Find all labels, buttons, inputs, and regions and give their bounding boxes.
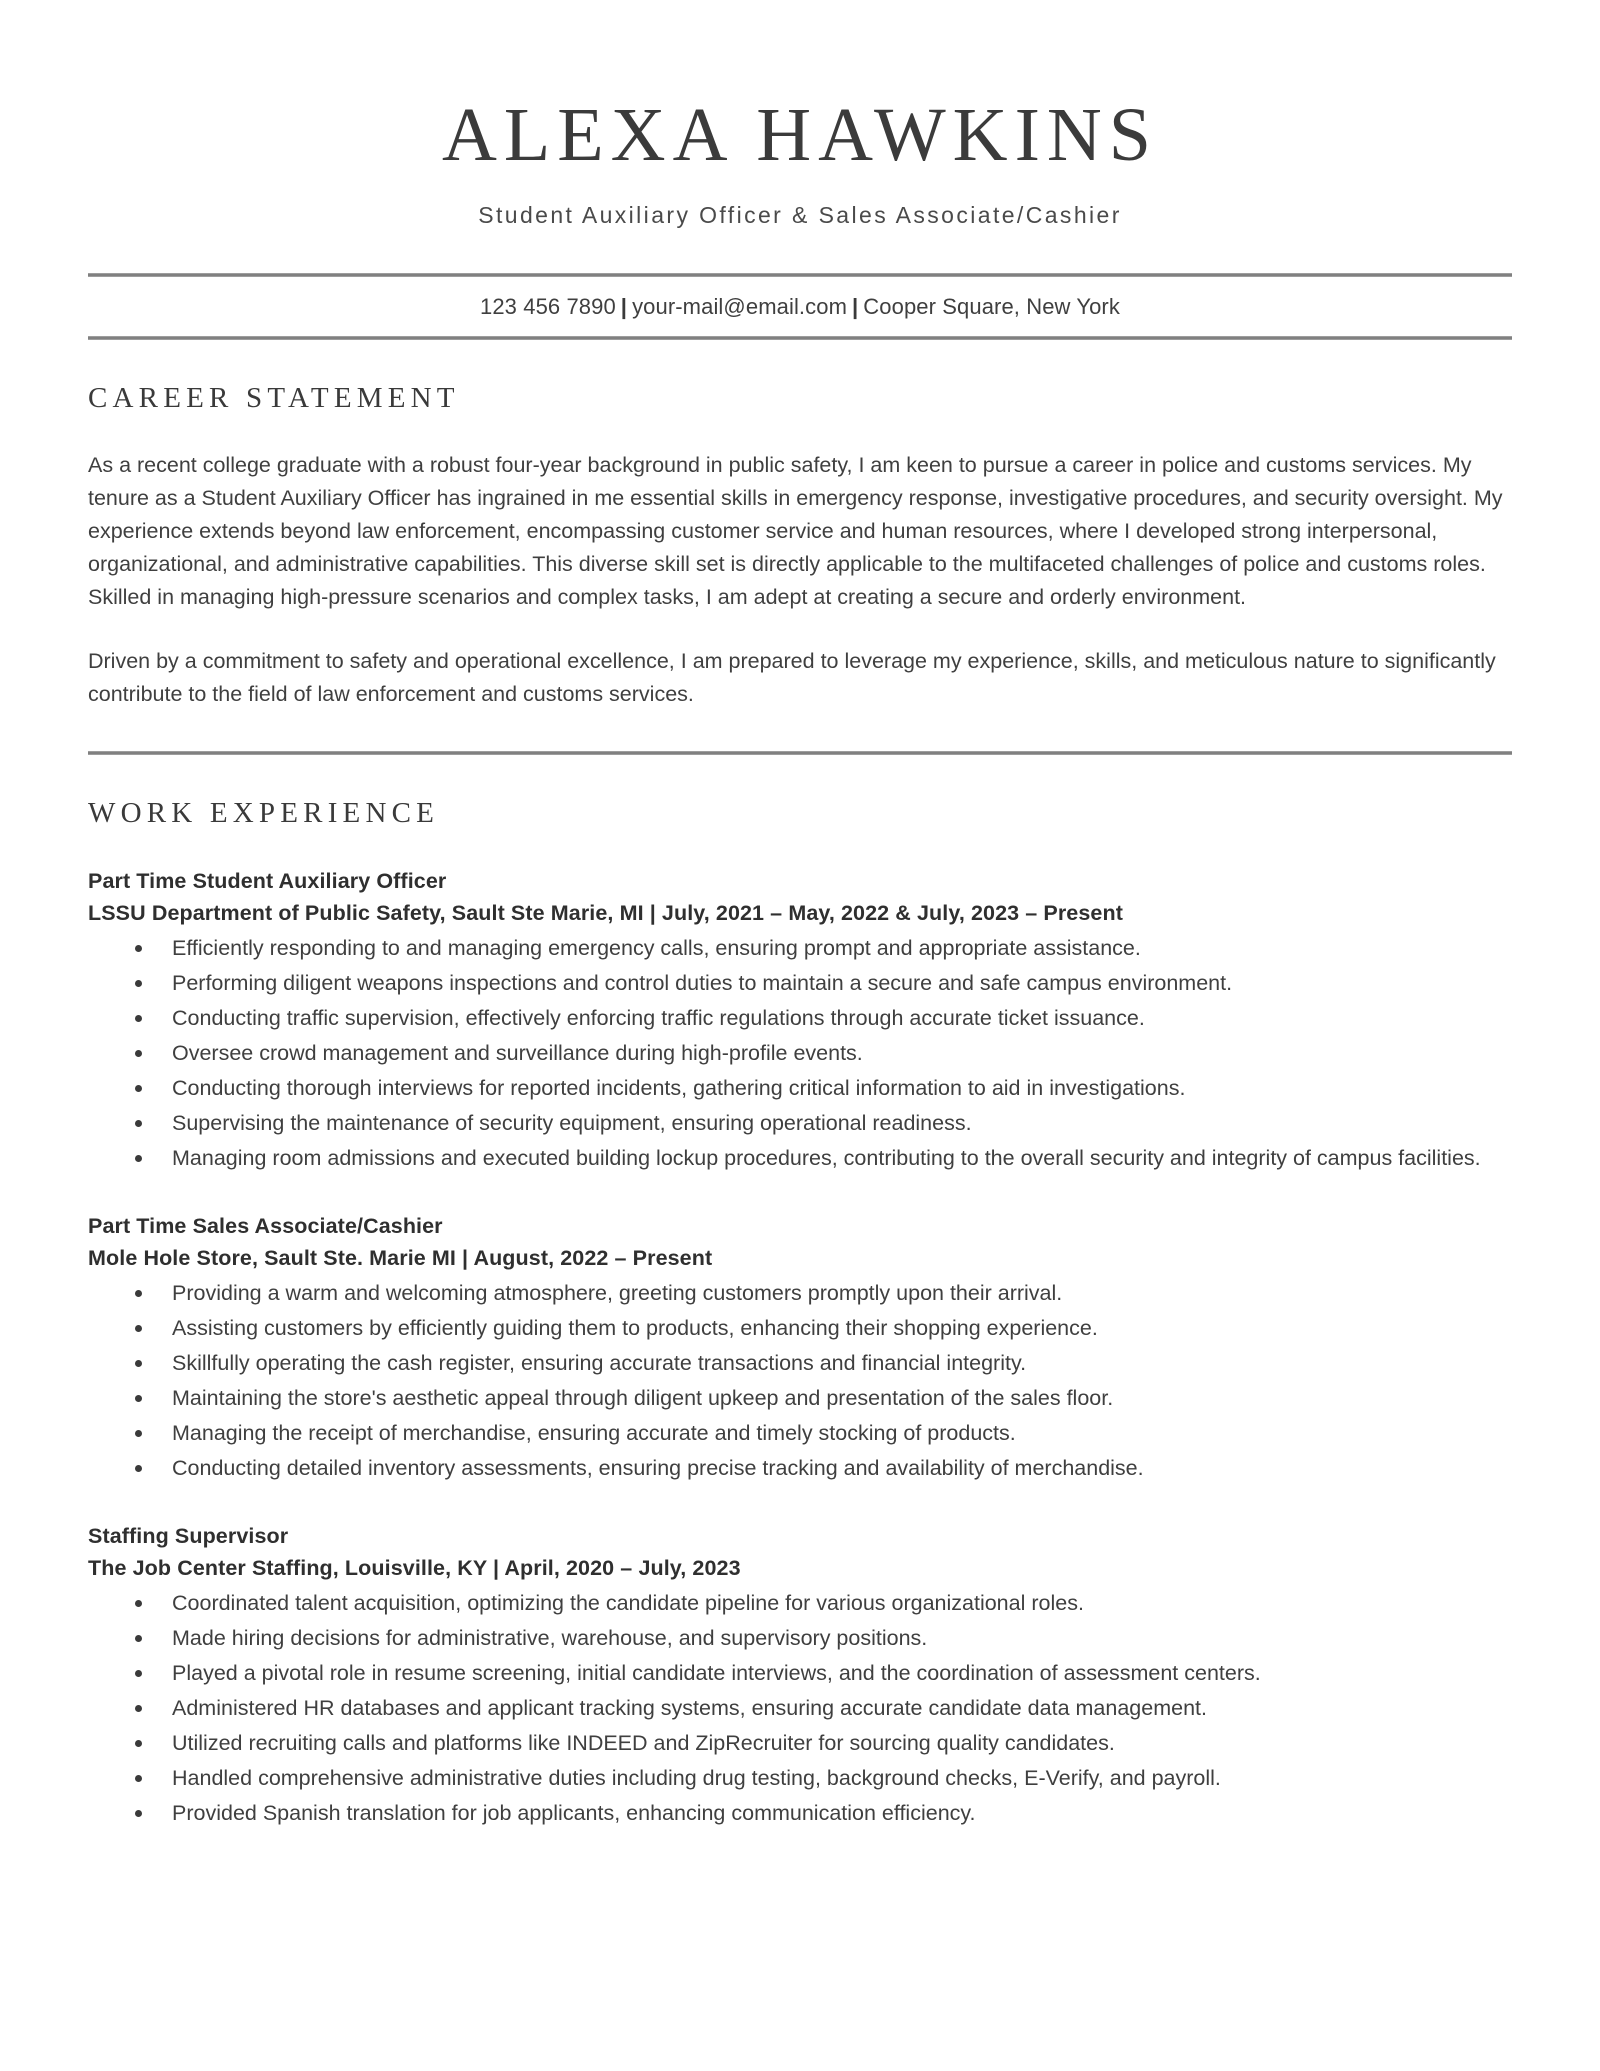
bullet-dot-icon — [135, 1740, 142, 1747]
contact-location: Cooper Square, New York — [863, 293, 1120, 319]
list-item — [88, 1037, 1512, 1070]
bullet-dot-icon — [135, 1705, 142, 1712]
bullet-text: Made hiring decisions for administrative, warehouse, and supervisory positions. — [172, 1625, 928, 1650]
bullet-text: Conducting traffic supervision, effectively enforcing traffic regulations through accurate ticket issuance. — [172, 1005, 1145, 1030]
list-item — [88, 1727, 1512, 1760]
career-statement-paragraph: As a recent college graduate with a robust four-year background in public safety, I am keen to pursue a career in police and customs services. My tenure as a Student Auxiliary Officer has ingrained in me essential skills in emergency response, investigative procedures, and security oversight. My experience extends beyond law enforcement, encompassing customer service and human resources, where I developed strong interpersonal, organizational, and administrative capabilities. This diverse skill set is directly applicable to the multifaceted challenges of police and customs roles. Skilled in managing high-pressure scenarios and complex tasks, I am adept at creating a secure and orderly environment. — [88, 452, 1503, 609]
bullet-dot-icon — [135, 1635, 142, 1642]
list-item — [88, 1277, 1512, 1310]
job-role: Part Time Student Auxiliary Officer — [88, 868, 447, 893]
contact-line — [88, 277, 1512, 336]
bullet-text: Oversee crowd management and surveillance during high-profile events. — [172, 1040, 863, 1065]
list-item — [88, 1657, 1512, 1690]
job-bullet-list — [88, 1277, 1512, 1485]
list-item — [88, 1142, 1512, 1175]
work-experience-entry — [88, 866, 1512, 1175]
bullet-dot-icon — [135, 1670, 142, 1677]
contact-separator-2: | — [852, 293, 859, 319]
bullet-text: Performing diligent weapons inspections and control duties to maintain a secure and safe campus environment. — [172, 970, 1233, 995]
bullet-text: Maintaining the store's aesthetic appeal through diligent upkeep and presentation of the sales floor. — [172, 1385, 1114, 1410]
work-experience-entry — [88, 1211, 1512, 1485]
job-company: Mole Hole Store, Sault Ste. Marie MI | August, 2022 – Present — [88, 1245, 713, 1270]
bullet-text: Skillfully operating the cash register, ensuring accurate transactions and financial integrity. — [172, 1350, 1027, 1375]
bullet-dot-icon — [135, 1600, 142, 1607]
list-item — [88, 1587, 1512, 1620]
divider-work-experience — [88, 751, 1512, 755]
list-item — [88, 967, 1512, 1000]
bullet-dot-icon — [135, 1325, 142, 1332]
resume-header — [88, 0, 1512, 229]
bullet-text: Played a pivotal role in resume screening, initial candidate interviews, and the coordination of assessment centers. — [172, 1660, 1261, 1685]
job-bullet-list — [88, 932, 1512, 1175]
bullet-text: Efficiently responding to and managing emergency calls, ensuring prompt and appropriate assistance. — [172, 935, 1141, 960]
job-company: The Job Center Staffing, Louisville, KY | April, 2020 – July, 2023 — [88, 1555, 741, 1580]
bullet-dot-icon — [135, 1085, 142, 1092]
list-item — [88, 1072, 1512, 1105]
section-heading-work-experience: WORK EXPERIENCE — [88, 796, 440, 829]
career-statement-section — [88, 382, 1512, 711]
page-title: ALEXA HAWKINS — [441, 93, 1159, 177]
list-item — [88, 1347, 1512, 1380]
list-item — [88, 1417, 1512, 1450]
bullet-text: Providing a warm and welcoming atmosphere, greeting customers promptly upon their arrival. — [172, 1280, 1063, 1305]
list-item — [88, 1692, 1512, 1725]
header-subtitle: Student Auxiliary Officer & Sales Associate/Cashier — [478, 201, 1122, 228]
bullet-text: Coordinated talent acquisition, optimizing the candidate pipeline for various organizational roles. — [172, 1590, 1084, 1615]
bullet-dot-icon — [135, 1290, 142, 1297]
bullet-dot-icon — [135, 1360, 142, 1367]
work-experience-section — [88, 797, 1512, 1830]
bullet-text: Managing the receipt of merchandise, ensuring accurate and timely stocking of products. — [172, 1420, 1016, 1445]
bullet-dot-icon — [135, 1465, 142, 1472]
bullet-text: Managing room admissions and executed building lockup procedures, contributing to the overall security and integrity of campus facilities. — [172, 1145, 1481, 1170]
career-statement-paragraph: Driven by a commitment to safety and operational excellence, I am prepared to leverage my experience, skills, and meticulous nature to significantly contribute to the field of law enforcement and customs services. — [88, 648, 1496, 706]
bullet-text: Supervising the maintenance of security equipment, ensuring operational readiness. — [172, 1110, 972, 1135]
list-item — [88, 1312, 1512, 1345]
bullet-dot-icon — [135, 980, 142, 987]
list-item — [88, 932, 1512, 965]
bullet-text: Utilized recruiting calls and platforms like INDEED and ZipRecruiter for sourcing quality candidates. — [172, 1730, 1115, 1755]
list-item — [88, 1382, 1512, 1415]
list-item — [88, 1762, 1512, 1795]
list-item — [88, 1002, 1512, 1035]
bullet-text: Handled comprehensive administrative duties including drug testing, background checks, E-Verify, and payroll. — [172, 1765, 1221, 1790]
bullet-dot-icon — [135, 1775, 142, 1782]
bullet-dot-icon — [135, 1810, 142, 1817]
list-item — [88, 1107, 1512, 1140]
job-company: LSSU Department of Public Safety, Sault Ste Marie, MI | July, 2021 – May, 2022 & July, 2023 – Present — [88, 900, 1123, 925]
bullet-dot-icon — [135, 1050, 142, 1057]
list-item — [88, 1452, 1512, 1485]
bullet-text: Conducting detailed inventory assessments, ensuring precise tracking and availability of merchandise. — [172, 1455, 1144, 1480]
bullet-dot-icon — [135, 1395, 142, 1402]
bullet-dot-icon — [135, 945, 142, 952]
job-bullet-list — [88, 1587, 1512, 1830]
contact-email: your-mail@email.com — [632, 293, 848, 319]
bullet-dot-icon — [135, 1155, 142, 1162]
contact-phone: 123 456 7890 — [480, 293, 616, 319]
bullet-text: Provided Spanish translation for job applicants, enhancing communication efficiency. — [172, 1800, 976, 1825]
bullet-dot-icon — [135, 1015, 142, 1022]
divider-contact-bottom — [88, 336, 1512, 340]
work-experience-entry — [88, 1521, 1512, 1830]
job-role: Staffing Supervisor — [88, 1523, 289, 1548]
career-statement-body — [88, 449, 1512, 711]
bullet-text: Conducting thorough interviews for reported incidents, gathering critical information to aid in investigations. — [172, 1075, 1186, 1100]
bullet-text: Administered HR databases and applicant tracking systems, ensuring accurate candidate data management. — [172, 1695, 1207, 1720]
bullet-dot-icon — [135, 1120, 142, 1127]
contact-separator-1: | — [620, 293, 628, 319]
bullet-text: Assisting customers by efficiently guiding them to products, enhancing their shopping experience. — [172, 1315, 1098, 1340]
bullet-dot-icon — [135, 1430, 142, 1437]
job-role: Part Time Sales Associate/Cashier — [88, 1213, 443, 1238]
list-item — [88, 1797, 1512, 1830]
list-item — [88, 1622, 1512, 1655]
section-heading-career-statement: CAREER STATEMENT — [88, 381, 460, 414]
